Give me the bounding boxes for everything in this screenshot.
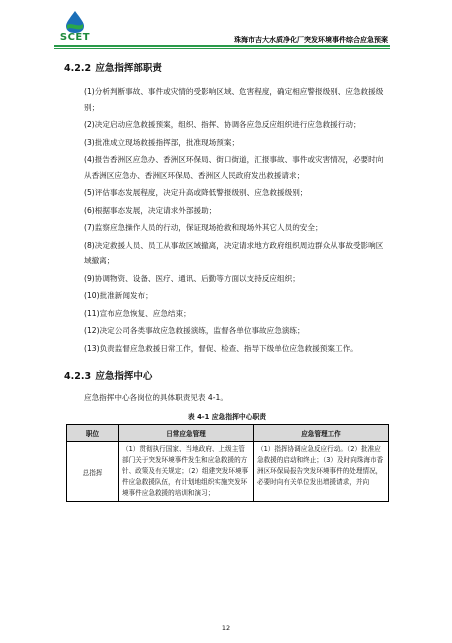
main-content [66,60,388,502]
section-heading-4-2-2 [64,60,388,74]
column-header: 应急管理工作 [254,425,389,442]
duty-item: (11)宣布应急恢复、应急结束； [84,308,191,318]
section-intro: 应急指挥中心各岗位的具体职责见表 4-1。 [84,393,228,402]
column-header: 职位 [67,425,119,442]
document-title: 珠海市吉大水质净化厂突发环境事件综合应急预案 [234,36,388,44]
duty-item: (8)决定救援人员、员工从事故区域撤离，决定请求地方政府组织周边群众从事故受影响区域撤离； [84,240,384,265]
duty-item: (13)负责监督应急救援日常工作，督促、检查、指导下级单位应急救援预案工作。 [84,343,358,353]
duty-item: (4)报告香洲区应急办、香洲区环保局、街口街道，汇报事故、事件或灾害情况，必要时向从香洲区应急办、香洲区环保局、香洲区人民政府发出救援请求； [84,155,384,180]
section-number: 4.2.3 [64,371,92,382]
section-title: 应急指挥部职责 [95,63,162,74]
table-caption: 表 4-1 应急指挥中心职责 [187,413,267,421]
section-heading-4-2-3 [64,368,388,382]
duty-item: (6)根据事态发展，决定请求外部援助； [84,205,217,215]
daily-duty-cell: （1）贯彻执行国家、当地政府、上级主管部门关于突发环境事件发生和应急救援的方针、政策及有关规定；（2）组建突发环境事件应急救援队伍，有计划地组织实施突发环境事件应急救援的培训和演习； [119,442,254,502]
section-title: 应急指挥中心 [95,371,153,382]
column-header: 日常应急管理 [119,425,254,442]
duty-item: (5)评估事态发展程度，决定升高或降低警报级别、应急救援级别； [84,188,308,197]
header-rule-thin [54,48,390,49]
header-rule [54,45,390,47]
table-header-row [67,425,389,442]
droplet-logo-icon [54,10,96,34]
duties-table [66,424,389,502]
duty-item: (1)分析判断事故、事件或灾情的受影响区域、危害程度，确定相应警报级别、应急救援级别； [84,87,384,112]
emergency-duty-cell: （1）指挥协调应急反应行动。（2）批准应急救援的启动和终止；（3）及时向珠海市香洲区环保局报告突发环境事件的处理情况，必要时向有关单位发出增援请求，并向 [254,442,389,502]
section-number: 4.2.2 [64,63,92,74]
company-logo [54,10,96,48]
page-number: 12 [221,624,231,632]
table-row [67,442,389,502]
duty-item: (3)批准成立现场救援指挥部，批准现场预案； [84,137,240,147]
duty-item: (10)批准新闻发布； [84,291,153,300]
duty-item: (7)监察应急操作人员的行动，保证现场抢救和现场外其它人员的安全； [84,223,323,232]
duty-item: (9)协调物资、设备、医疗、通讯、后勤等方面以支持反应组织； [84,273,300,283]
role-cell: 总指挥 [67,442,119,502]
duty-item: (12)决定公司各类事故应急救援演练，监督各单位事故应急演练； [84,326,305,335]
duty-item: (2)决定启动应急救援预案，组织、指挥、协调各应急反应组织进行应急救援行动； [84,120,361,129]
logo-text: SCET [59,32,91,43]
